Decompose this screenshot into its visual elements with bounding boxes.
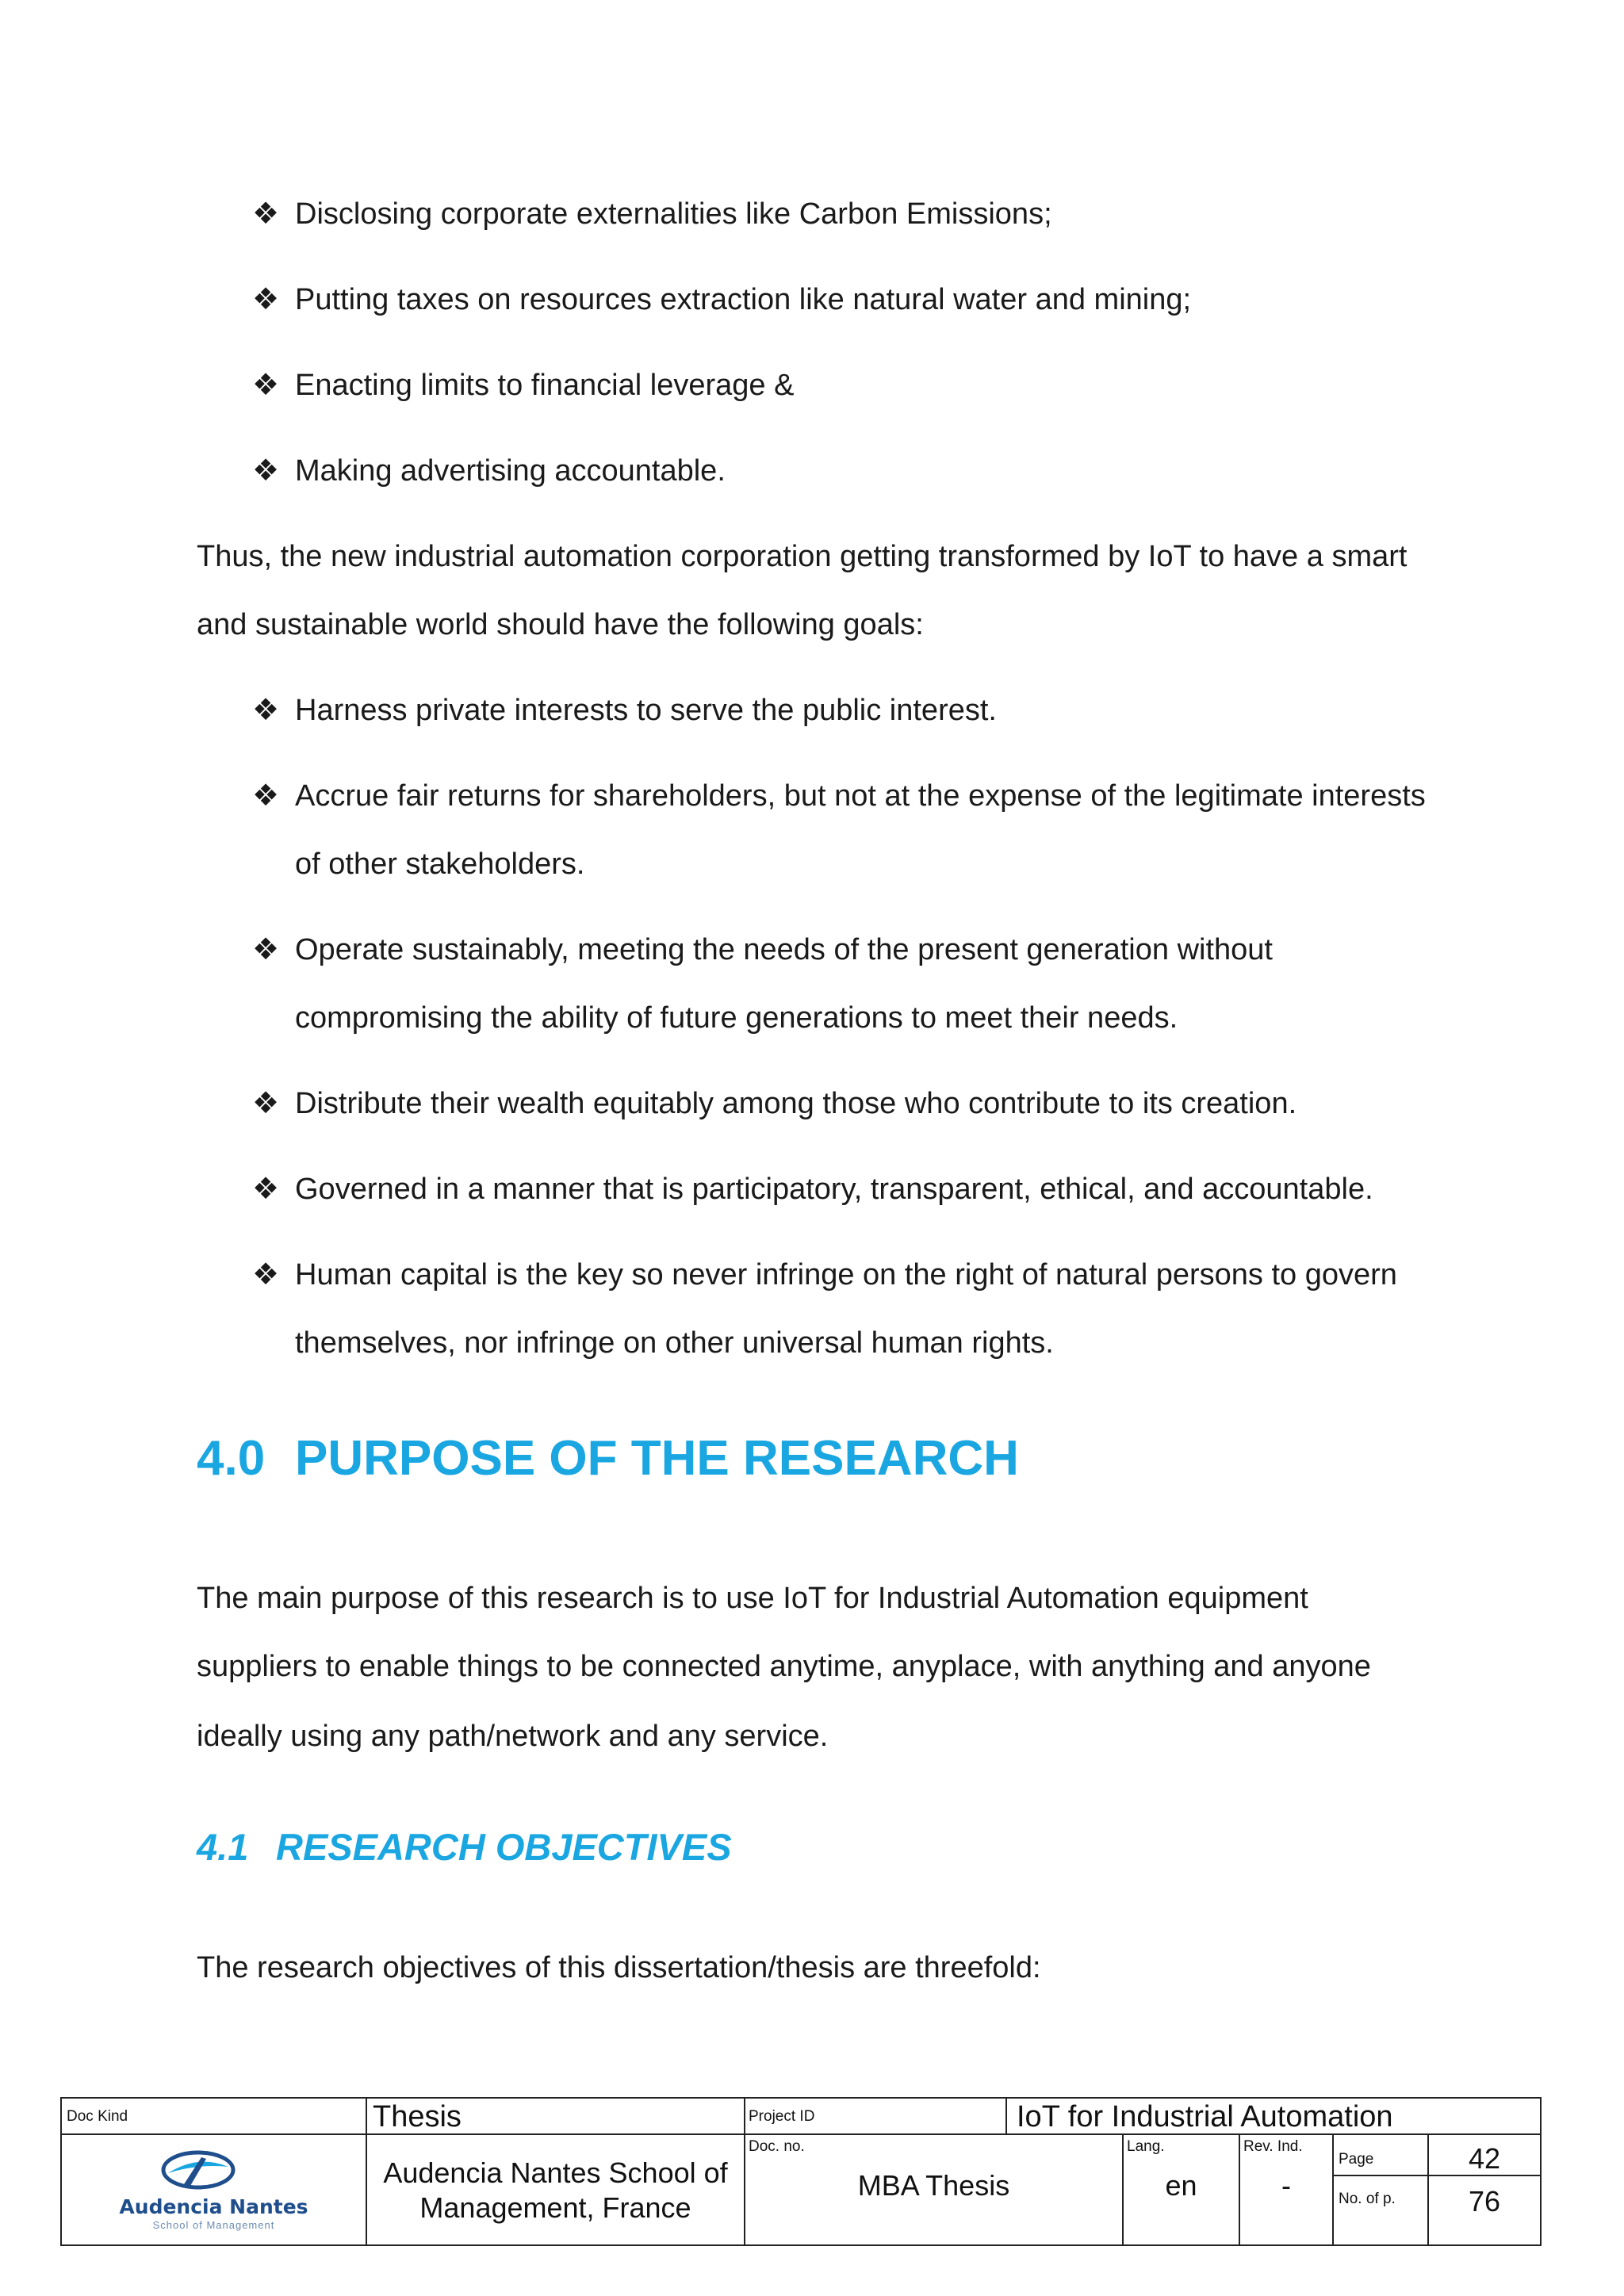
logo-subtitle: School of Management <box>152 2219 275 2231</box>
document-footer-table <box>60 2097 1542 2246</box>
bullet-icon: ❖ <box>251 1087 280 1120</box>
bullet-icon: ❖ <box>251 933 280 966</box>
logo <box>62 2135 366 2244</box>
paragraph-line: and sustainable world should have the following goals: <box>197 608 924 641</box>
bullet-icon: ❖ <box>251 1258 280 1292</box>
bullet-icon: ❖ <box>251 283 280 316</box>
section-title: PURPOSE OF THE RESEARCH <box>295 1431 1019 1486</box>
bullet-icon: ❖ <box>251 369 280 402</box>
list-item-text: Operate sustainably, meeting the needs of the present generation without <box>295 933 1273 966</box>
bullet-icon: ❖ <box>251 1173 280 1206</box>
list-item-text: Putting taxes on resources extraction like natural water and mining; <box>295 283 1192 316</box>
page-count-label: No. of p. <box>1339 2191 1396 2207</box>
institution-line: Management, France <box>419 2191 691 2224</box>
lang-value: en <box>1165 2169 1197 2202</box>
page-label: Page <box>1339 2151 1374 2168</box>
list-item-text: Human capital is the key so never infringe on the right of natural persons to govern <box>295 1258 1397 1292</box>
bullet-icon: ❖ <box>251 779 280 813</box>
rev-label: Rev. Ind. <box>1243 2138 1303 2155</box>
subsection-heading <box>197 1822 732 1873</box>
list-item-text-cont: compromising the ability of future generations to meet their needs. <box>295 1001 1178 1035</box>
paragraph-line: suppliers to enable things to be connected anytime, anyplace, with anything and anyone <box>197 1650 1371 1683</box>
institution-line: Audencia Nantes School of <box>383 2156 728 2189</box>
project-id-value: IoT for Industrial Automation <box>1017 2100 1393 2133</box>
logo-name: Audencia Nantes <box>119 2195 308 2218</box>
project-id-label: Project ID <box>749 2108 815 2125</box>
section-number: 4.0 <box>197 1431 266 1486</box>
paragraph-line: Thus, the new industrial automation corporation getting transformed by IoT to have a smart <box>197 540 1408 573</box>
bullet-icon: ❖ <box>251 454 280 488</box>
list-item-text-cont: themselves, nor infringe on other universal human rights. <box>295 1326 1054 1360</box>
page-number: 42 <box>1468 2142 1501 2175</box>
doc-kind-value: Thesis <box>373 2100 462 2133</box>
doc-kind-label: Doc Kind <box>67 2108 128 2125</box>
paragraph-line: ideally using any path/network and any service. <box>197 1720 829 1753</box>
doc-no-value: MBA Thesis <box>857 2169 1010 2202</box>
list-item-text: Distribute their wealth equitably among those who contribute to its creation. <box>295 1087 1297 1120</box>
bullet-icon: ❖ <box>251 197 280 231</box>
subsection-title: RESEARCH OBJECTIVES <box>276 1826 732 1868</box>
paragraph-line: The research objectives of this dissertation/thesis are threefold: <box>197 1951 1041 1984</box>
subsection-number: 4.1 <box>197 1826 249 1868</box>
paragraph-line: The main purpose of this research is to use IoT for Industrial Automation equipment <box>197 1582 1308 1615</box>
doc-no-label: Doc. no. <box>749 2138 805 2155</box>
list-item-text: Accrue fair returns for shareholders, but not at the expense of the legitimate interests <box>295 779 1426 813</box>
institution-name <box>367 2156 744 2225</box>
lang-label: Lang. <box>1127 2138 1165 2155</box>
list-item-text: Making advertising accountable. <box>295 454 726 488</box>
list-item-text-cont: of other stakeholders. <box>295 848 585 881</box>
list-item-text: Harness private interests to serve the public interest. <box>295 694 997 727</box>
page-count: 76 <box>1468 2185 1501 2218</box>
list-item-text: Enacting limits to financial leverage & <box>295 369 795 402</box>
rev-value: - <box>1281 2169 1291 2202</box>
audencia-logo-icon <box>160 2149 236 2191</box>
list-item-text: Disclosing corporate externalities like Carbon Emissions; <box>295 197 1052 231</box>
section-heading <box>197 1427 1019 1490</box>
bullet-icon: ❖ <box>251 694 280 727</box>
list-item-text: Governed in a manner that is participatory, transparent, ethical, and accountable. <box>295 1173 1373 1206</box>
